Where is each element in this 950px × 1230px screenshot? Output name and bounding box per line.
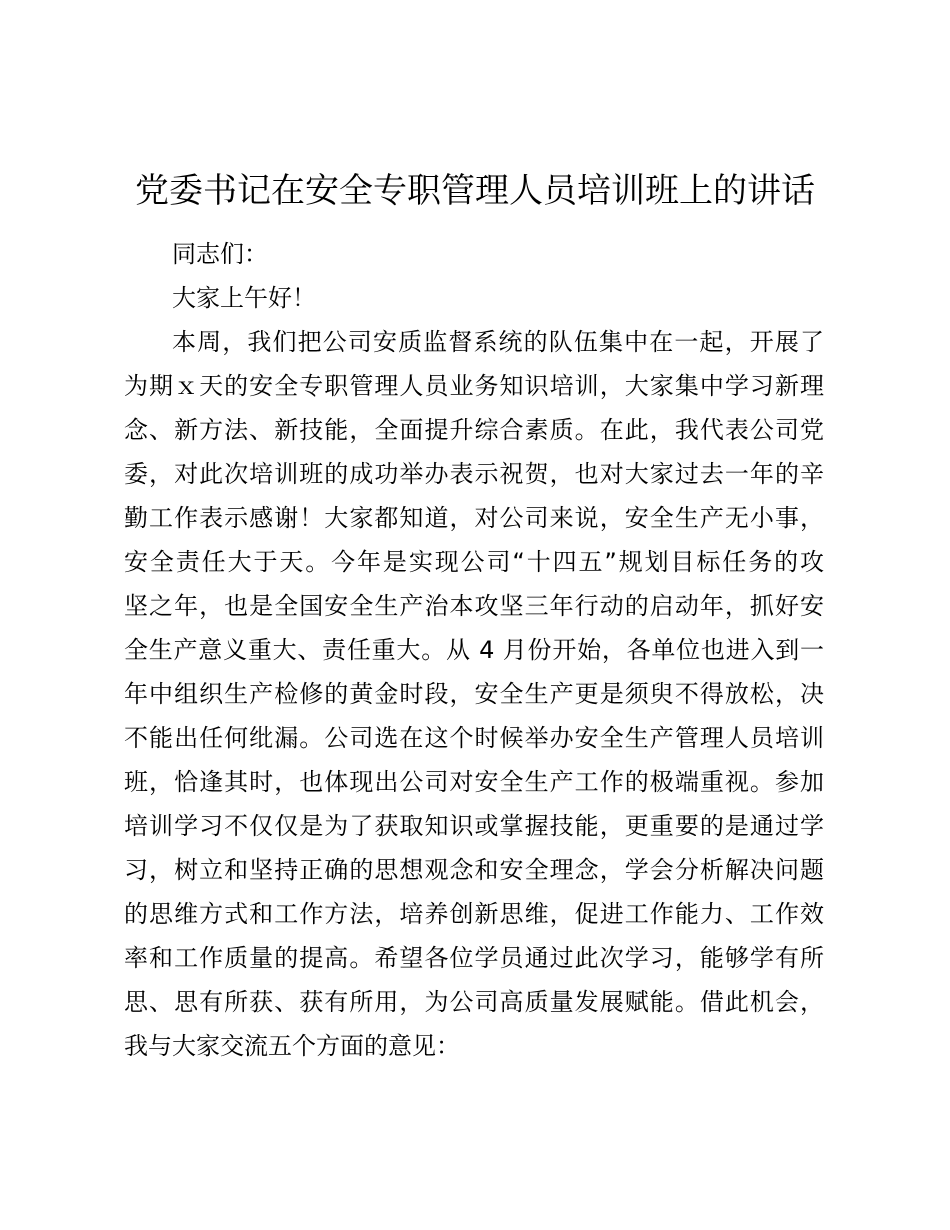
salutation: 同志们： (172, 240, 268, 268)
body-line: 培训学习不仅仅是为了获取知识或掌握技能，更重要的是通过学 (124, 812, 824, 840)
body-line: 不能出任何纰漏。公司选在这个时候举办安全生产管理人员培训 (124, 724, 824, 752)
body-line: 班，恰逢其时，也体现出公司对安全生产工作的极端重视。参加 (124, 768, 824, 796)
body-line: 本周，我们把公司安质监督系统的队伍集中在一起，开展了 (172, 328, 824, 356)
body-line: 安全责任大于天。今年是实现公司“十四五”规划目标任务的攻 (124, 548, 824, 576)
body-line: 的思维方式和工作方法，培养创新思维，促进工作能力、工作效 (124, 900, 824, 928)
body-line: 习，树立和坚持正确的思想观念和安全理念，学会分析解决问题 (124, 856, 824, 884)
body-line: 全生产意义重大、责任重大。从 4 月份开始，各单位也进入到一 (124, 636, 824, 664)
body-line: 勤工作表示感谢！大家都知道，对公司来说，安全生产无小事， (124, 504, 824, 532)
body-line: 年中组织生产检修的黄金时段，安全生产更是须臾不得放松，决 (124, 680, 824, 708)
body-line: 率和工作质量的提高。希望各位学员通过此次学习，能够学有所 (124, 944, 824, 972)
body-line: 为期ｘ天的安全专职管理人员业务知识培训，大家集中学习新理 (124, 372, 824, 400)
body-line: 坚之年，也是全国安全生产治本攻坚三年行动的启动年，抓好安 (124, 592, 824, 620)
greeting: 大家上午好！ (172, 284, 316, 312)
document-title: 党委书记在安全专职管理人员培训班上的讲话 (135, 171, 815, 211)
body-line: 思、思有所获、获有所用，为公司高质量发展赋能。借此机会， (124, 988, 824, 1016)
body-line: 念、新方法、新技能，全面提升综合素质。在此，我代表公司党 (124, 416, 824, 444)
body-line: 委，对此次培训班的成功举办表示祝贺，也对大家过去一年的辛 (124, 460, 824, 488)
body-line-last: 我与大家交流五个方面的意见： (124, 1032, 460, 1060)
